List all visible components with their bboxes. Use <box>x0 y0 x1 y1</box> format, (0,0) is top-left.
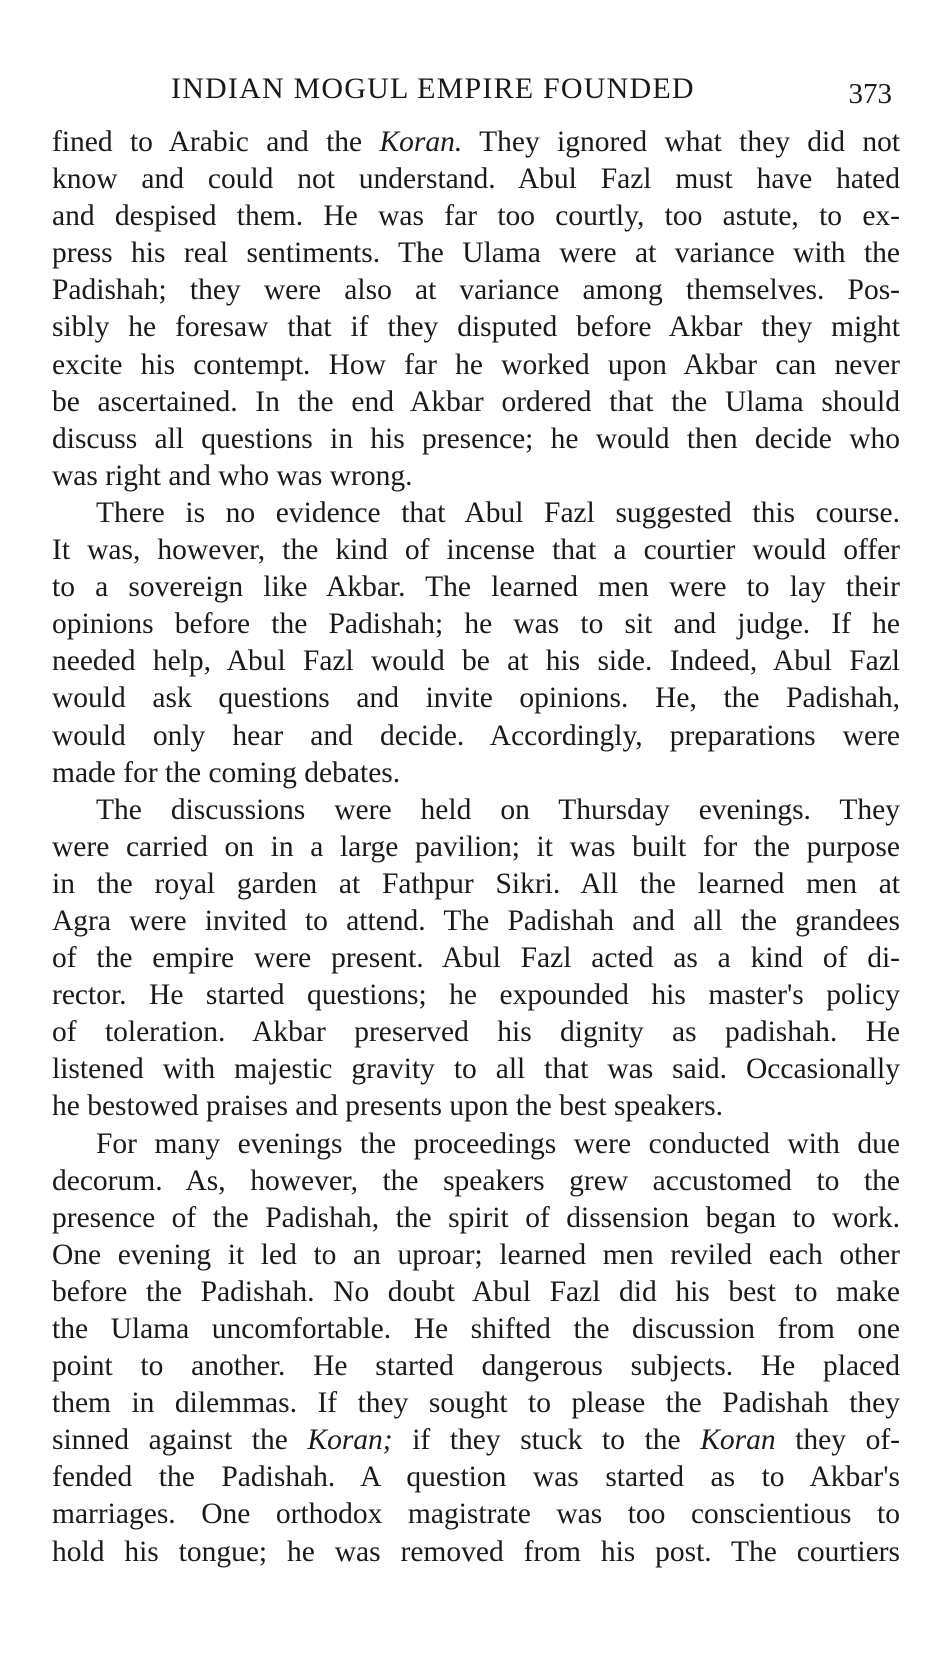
text-line <box>52 569 900 606</box>
text-line <box>52 829 900 866</box>
text-run: opinions before the Padishah; he was to sit and judge. If he <box>52 608 900 641</box>
text-line <box>52 421 900 458</box>
italic-word: Koran; <box>307 1424 393 1457</box>
text-run: press his real sentiments. The Ulama were at variance with the <box>52 237 900 270</box>
text-run: The discussions were held on Thursday evenings. They <box>96 793 900 826</box>
text-line <box>52 643 900 680</box>
text-run: hold his tongue; he was removed from his post. The courtiers <box>52 1535 900 1568</box>
running-head <box>52 62 900 122</box>
text-line <box>52 1385 900 1422</box>
text-line <box>52 755 900 792</box>
book-page <box>52 62 900 1571</box>
italic-word: Koran <box>700 1424 776 1457</box>
text-line <box>52 532 900 569</box>
italic-word: Koran. <box>379 126 463 158</box>
text-line <box>52 680 900 717</box>
text-run: would only hear and decide. Accordingly, preparations were <box>52 719 900 752</box>
text-run: if they stuck to the <box>392 1424 701 1457</box>
text-line <box>52 272 900 309</box>
text-run: fended the Padishah. A question was started as to Akbar's <box>52 1461 900 1494</box>
text-run: rector. He started questions; he expounded his master's policy <box>52 979 900 1012</box>
text-line <box>52 1348 900 1385</box>
text-line <box>52 1274 900 1311</box>
text-run: would ask questions and invite opinions. He, the Padishah, <box>52 682 900 715</box>
text-run: they of- <box>775 1424 901 1457</box>
text-line <box>52 1051 900 1088</box>
text-line <box>52 1200 900 1237</box>
text-line <box>52 940 900 977</box>
text-run: excite his contempt. How far he worked upon Akbar can never <box>52 348 900 381</box>
text-line <box>52 1014 900 1051</box>
text-line <box>52 1422 900 1459</box>
text-run: marriages. One orthodox magistrate was too conscientious to <box>52 1498 900 1531</box>
text-run: They ignored what they did not <box>462 126 901 158</box>
text-run: sibly he foresaw that if they disputed before Akbar they might <box>52 311 900 344</box>
text-line <box>52 1311 900 1348</box>
text-run: presence of the Padishah, the spirit of dissension began to work. <box>52 1201 900 1234</box>
text-run: discuss all questions in his presence; he would then decide who <box>52 422 900 455</box>
text-run: fined to Arabic and the <box>52 126 380 158</box>
text-line <box>52 606 900 643</box>
text-line <box>52 1237 900 1274</box>
text-run: and despised them. He was far too courtly, too astute, to ex- <box>52 200 900 233</box>
text-line <box>52 977 900 1014</box>
text-line <box>52 792 900 829</box>
text-line <box>52 1459 900 1496</box>
page-number: 373 <box>848 78 892 110</box>
text-run: of toleration. Akbar preserved his dignity as padishah. He <box>52 1016 900 1049</box>
running-title: INDIAN MOGUL EMPIRE FOUNDED <box>171 72 695 105</box>
text-line <box>52 235 900 272</box>
text-run: sinned against the <box>52 1424 308 1457</box>
text-line <box>52 1534 900 1571</box>
text-run: of the empire were present. Abul Fazl acted as a kind of di- <box>52 942 900 975</box>
text-run: point to another. He started dangerous subjects. He placed <box>52 1350 900 1383</box>
text-run: know and could not understand. Abul Fazl must have hated <box>52 163 900 196</box>
text-run: Agra were invited to attend. The Padishah and all the grandees <box>52 904 900 937</box>
text-line <box>52 1088 900 1125</box>
text-run: For many evenings the proceedings were conducted with due <box>96 1127 900 1160</box>
text-run: them in dilemmas. If they sought to please the Padishah they <box>52 1387 900 1420</box>
text-line <box>52 718 900 755</box>
text-run: were carried on in a large pavilion; it was built for the purpose <box>52 830 900 863</box>
text-line <box>52 347 900 384</box>
text-line <box>52 384 900 421</box>
text-line <box>52 309 900 346</box>
text-line <box>52 1126 900 1163</box>
text-run: decorum. As, however, the speakers grew accustomed to the <box>52 1164 900 1197</box>
text-run: before the Padishah. No doubt Abul Fazl did his best to make <box>52 1275 900 1308</box>
text-run: he bestowed praises and presents upon the best speakers. <box>52 1090 723 1123</box>
text-line <box>52 458 900 495</box>
text-run: to a sovereign like Akbar. The learned men were to lay their <box>52 571 900 604</box>
text-run: Padishah; they were also at variance among themselves. Pos- <box>52 274 900 307</box>
text-line <box>52 903 900 940</box>
text-run: There is no evidence that Abul Fazl suggested this course. <box>96 496 900 529</box>
text-run: It was, however, the kind of incense that a courtier would offer <box>52 534 900 567</box>
text-line <box>52 866 900 903</box>
text-line <box>52 1163 900 1200</box>
text-line <box>52 1496 900 1533</box>
text-run: be ascertained. In the end Akbar ordered that the Ulama should <box>52 385 900 418</box>
text-line <box>52 124 900 161</box>
text-run: One evening it led to an uproar; learned men reviled each other <box>52 1238 900 1271</box>
text-run: needed help, Abul Fazl would be at his side. Indeed, Abul Fazl <box>52 645 900 678</box>
text-run: the Ulama uncomfortable. He shifted the discussion from one <box>52 1313 900 1345</box>
text-run: was right and who was wrong. <box>52 459 413 492</box>
text-run: made for the coming debates. <box>52 756 401 789</box>
text-line <box>52 198 900 235</box>
text-line <box>52 495 900 532</box>
body-text <box>52 124 900 1571</box>
text-run: in the royal garden at Fathpur Sikri. All the learned men at <box>52 867 900 900</box>
text-line <box>52 161 900 198</box>
text-run: listened with majestic gravity to all that was said. Occasionally <box>52 1053 900 1086</box>
